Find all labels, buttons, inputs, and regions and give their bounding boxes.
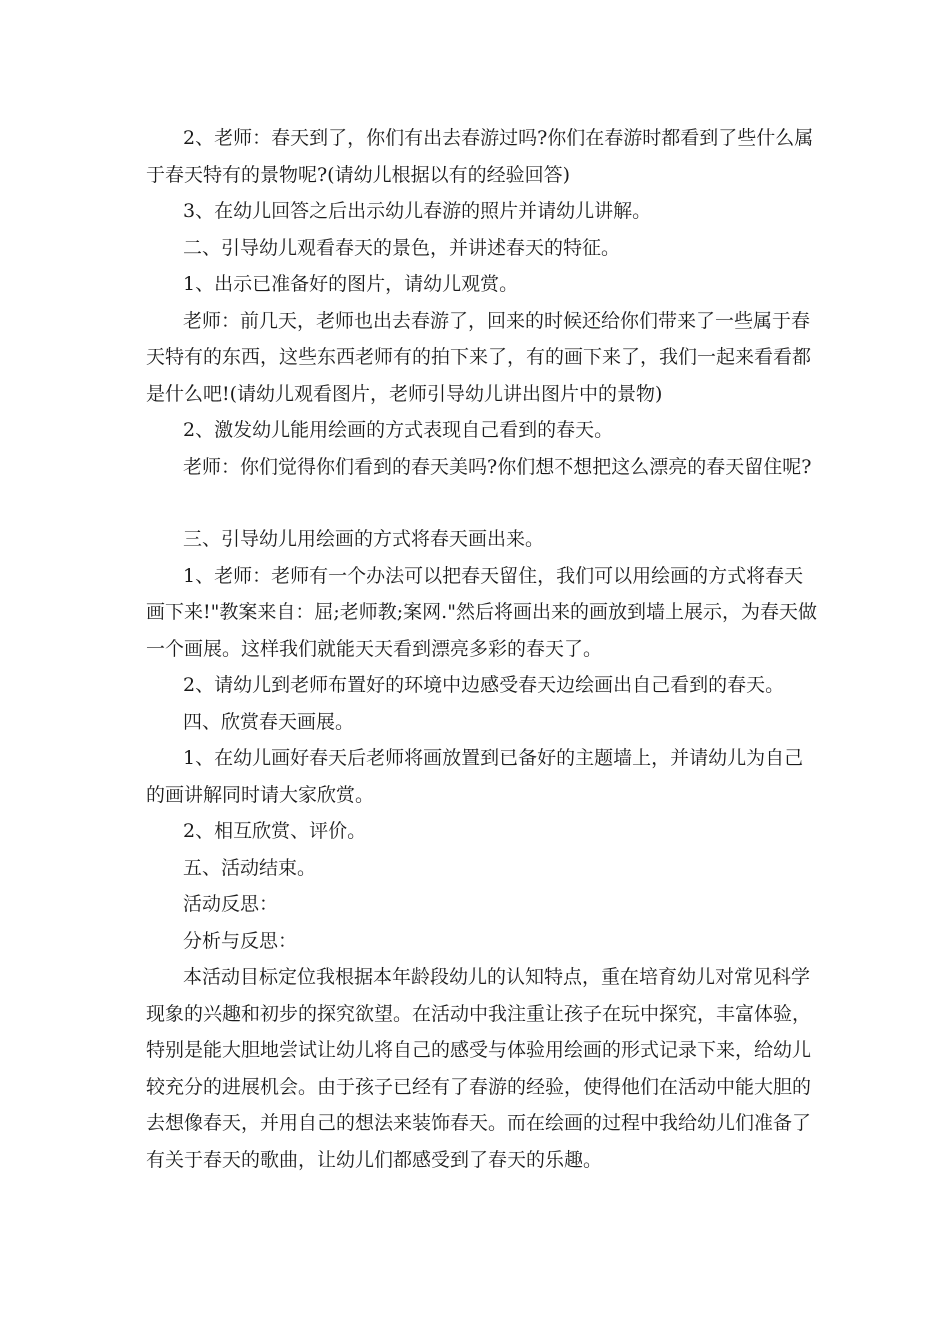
paragraph-teacher-method: 1、老师：老师有一个办法可以把春天留住，我们可以用绘画的方式将春天画下来!"教案来自：屈;老师教;案网."然后将画出来的画放到墙上展示，为春天做一个画展。这样我们就能天天看到漂亮多彩的春天了。 <box>146 564 817 660</box>
blank-line <box>146 485 818 521</box>
paragraph-show-photos: 3、在幼儿回答之后出示幼儿春游的照片并请幼儿讲解。 <box>183 200 652 222</box>
section-heading-4: 四、欣赏春天画展。 <box>183 710 355 733</box>
paragraph-theme-wall: 1、在幼儿画好春天后老师将画放置到已备好的主题墙上，并请幼儿为自己的画讲解同时请大家欣赏。 <box>146 747 804 806</box>
paragraph-teacher-trip: 老师：前几天，老师也出去春游了，回来的时候还给你们带来了一些属于春天特有的东西，这些东西老师有的拍下来了，有的画下来了，我们一起来看看都是什么吧!(请幼儿观看图片，老师引导幼儿讲出图片中的景物) <box>146 309 812 405</box>
paragraph-teacher-keep-spring: 老师：你们觉得你们看到的春天美吗?你们想不想把这么漂亮的春天留住呢? <box>183 455 812 478</box>
paragraph-mutual-appreciation: 2、相互欣赏、评价。 <box>183 820 367 842</box>
section-heading-5: 五、活动结束。 <box>183 856 317 879</box>
analysis-heading: 分析与反思： <box>183 929 298 952</box>
reflection-heading: 活动反思： <box>183 893 279 915</box>
paragraph-inspire-drawing: 2、激发幼儿能用绘画的方式表现自己看到的春天。 <box>183 419 614 441</box>
document-body <box>146 120 818 1178</box>
paragraph-analysis-body: 本活动目标定位我根据本年龄段幼儿的认知特点，重在培育幼儿对常见科学现象的兴趣和初步的探究欲望。在活动中我注重让孩子在玩中探究，丰富体验，特别是能大胆地尝试让幼儿将自己的感受与体验用绘画的形式记录下来，给幼儿较充分的进展机会。由于孩子已经有了春游的经验，使得他们在活动中能大胆的去想像春天，并用自己的想法来装饰春天。而在绘画的过程中我给幼儿们准备了有关于春天的歌曲，让幼儿们都感受到了春天的乐趣。 <box>146 966 812 1171</box>
paragraph-teacher-question: 2、老师：春天到了，你们有出去春游过吗?你们在春游时都看到了些什么属于春天特有的景物呢?(请幼儿根据以有的经验回答) <box>146 127 814 186</box>
section-heading-2: 二、引导幼儿观看春天的景色，并讲述春天的特征。 <box>183 236 621 259</box>
section-heading-3: 三、引导幼儿用绘画的方式将春天画出来。 <box>183 528 545 550</box>
paragraph-children-draw: 2、请幼儿到老师布置好的环境中边感受春天边绘画出自己看到的春天。 <box>183 674 785 696</box>
paragraph-show-pictures: 1、出示已准备好的图片，请幼儿观赏。 <box>183 273 519 295</box>
